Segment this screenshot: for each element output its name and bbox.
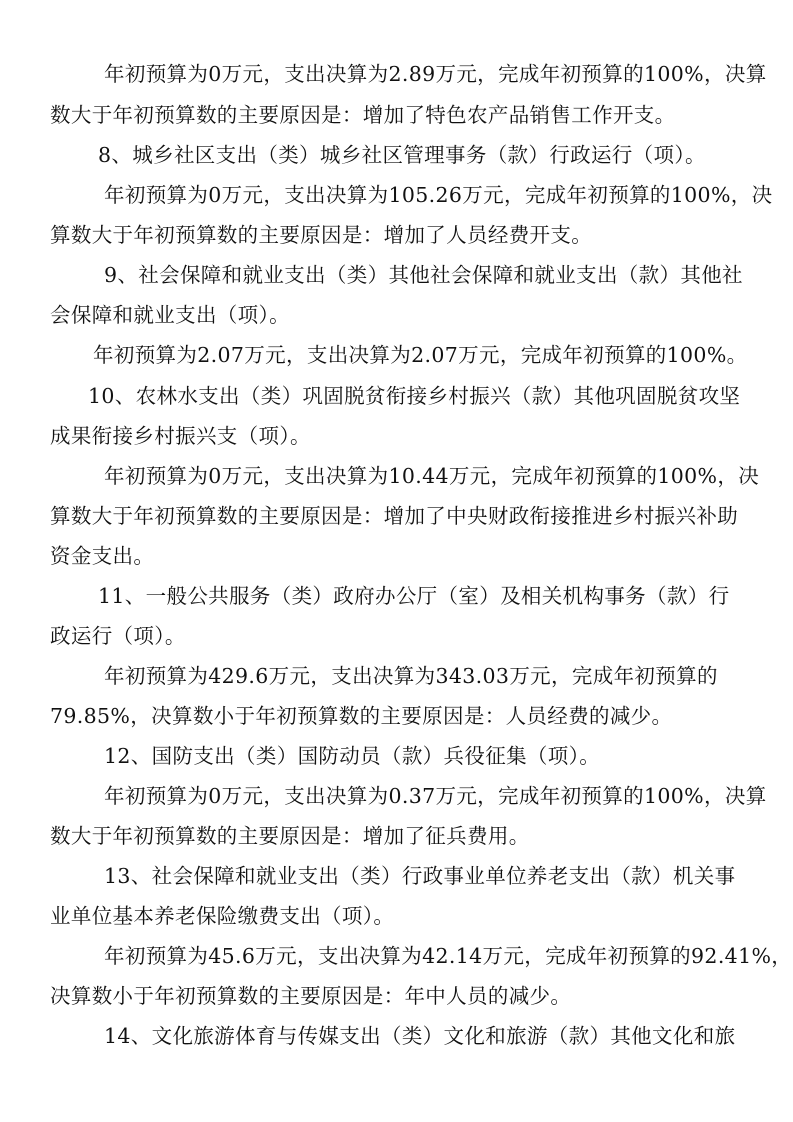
text-line-2: 数大于年初预算数的主要原因是：增加了特色农产品销售工作开支。 xyxy=(50,103,676,127)
text-line-17: 79.85%，决算数小于年初预算数的主要原因是：人员经费的减少。 xyxy=(50,704,673,728)
heading-item-11: 11、一般公共服务（类）政府办公厅（室）及相关机构事务（款）行 xyxy=(98,584,730,608)
text-line-24: 决算数小于年初预算数的主要原因是：年中人员的减少。 xyxy=(50,984,572,1008)
heading-item-10: 10、农林水支出（类）巩固脱贫衔接乡村振兴（款）其他巩固脱贫攻坚 xyxy=(88,384,741,408)
text-line-20: 数大于年初预算数的主要原因是：增加了征兵费用。 xyxy=(50,824,530,848)
text-line-19: 年初预算为0万元，支出决算为0.37万元，完成年初预算的100%，决算 xyxy=(104,784,767,808)
text-line-23: 年初预算为45.6万元，支出决算为42.14万元，完成年初预算的92.41%， xyxy=(104,944,793,968)
heading-item-12: 12、国防支出（类）国防动员（款）兵役征集（项）。 xyxy=(104,744,601,768)
text-line-12: 算数大于年初预算数的主要原因是：增加了中央财政衔接推进乡村振兴补助 xyxy=(50,504,739,528)
text-line-10: 成果衔接乡村振兴支（项）。 xyxy=(50,424,311,448)
heading-item-14: 14、文化旅游体育与传媒支出（类）文化和旅游（款）其他文化和旅 xyxy=(104,1024,736,1048)
heading-item-8: 8、城乡社区支出（类）城乡社区管理事务（款）行政运行（项）。 xyxy=(98,143,706,167)
text-line-7: 会保障和就业支出（项）。 xyxy=(50,303,290,327)
text-line-1: 年初预算为0万元，支出决算为2.89万元，完成年初预算的100%，决算 xyxy=(104,62,767,86)
text-line-16: 年初预算为429.6万元，支出决算为343.03万元，完成年初预算的 xyxy=(104,664,718,688)
text-line-8: 年初预算为2.07万元，支出决算为2.07万元，完成年初预算的100%。 xyxy=(93,343,748,367)
text-line-13: 资金支出。 xyxy=(50,544,155,568)
heading-item-9: 9、社会保障和就业支出（类）其他社会保障和就业支出（款）其他社 xyxy=(104,263,743,287)
text-line-22: 业单位基本养老保险缴费支出（项）。 xyxy=(50,904,395,928)
text-line-15: 政运行（项）。 xyxy=(50,624,186,648)
text-line-11: 年初预算为0万元，支出决算为10.44万元，完成年初预算的100%，决 xyxy=(104,464,760,488)
heading-item-13: 13、社会保障和就业支出（类）行政事业单位养老支出（款）机关事 xyxy=(104,864,736,888)
text-line-5: 算数大于年初预算数的主要原因是：增加了人员经费开支。 xyxy=(50,223,593,247)
text-line-4: 年初预算为0万元，支出决算为105.26万元，完成年初预算的100%，决 xyxy=(104,183,773,207)
